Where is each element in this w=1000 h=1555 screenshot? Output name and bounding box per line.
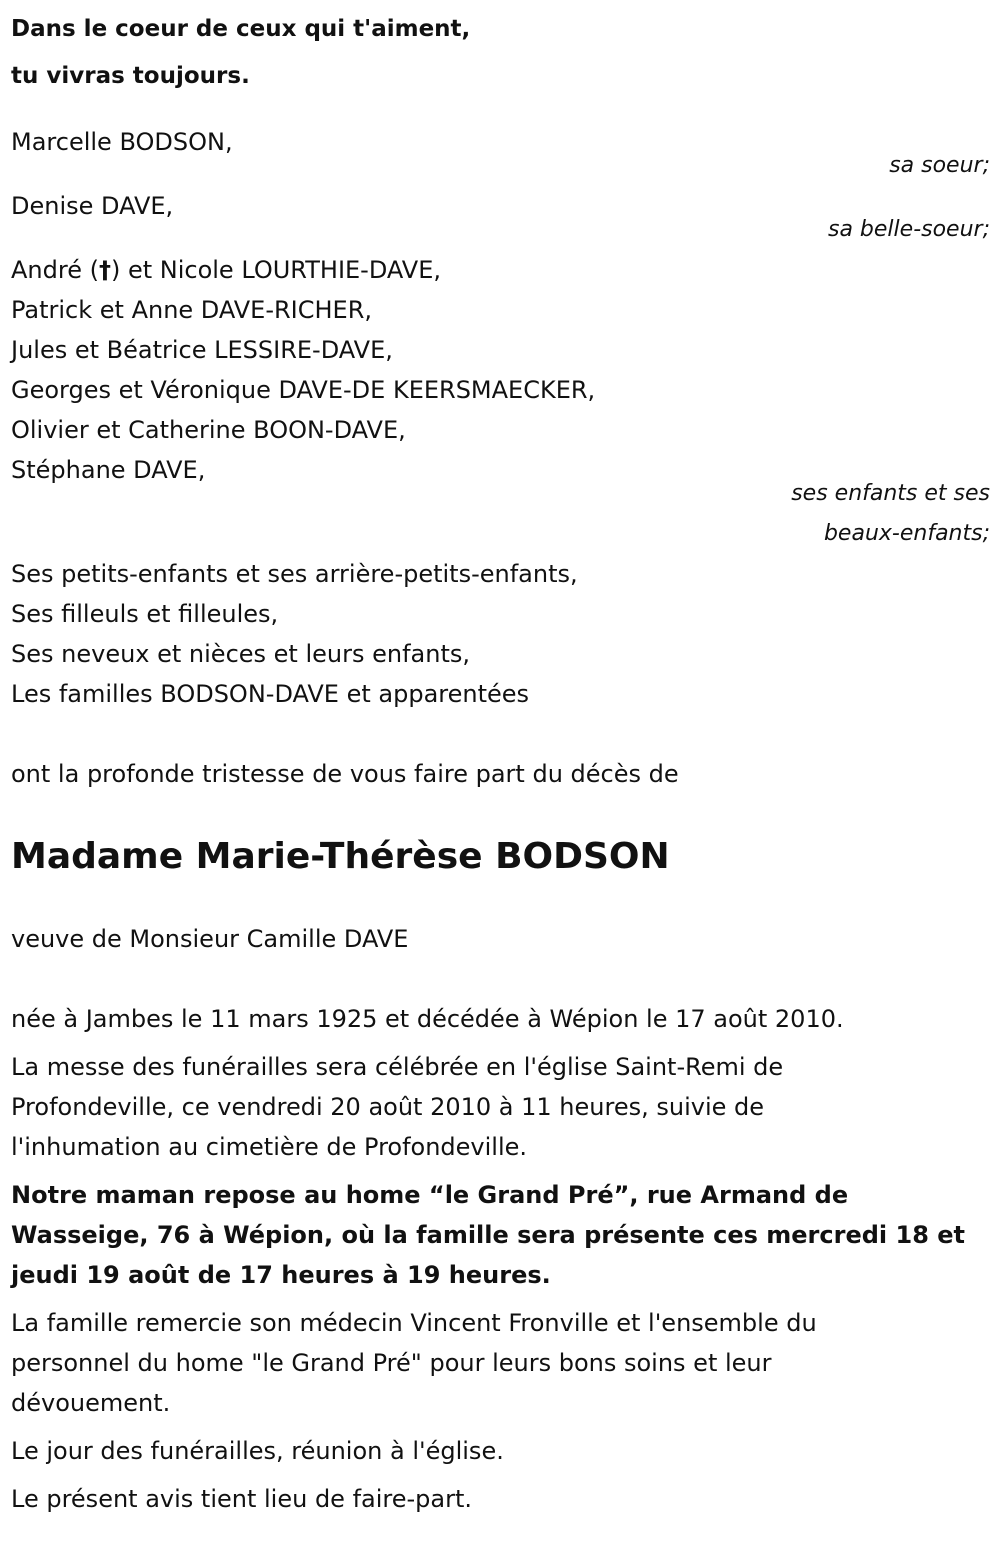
family-name: Stéphane DAVE, [11, 456, 206, 484]
family-name: Olivier et Catherine BOON-DAVE, [11, 416, 406, 444]
relationship-label: ses enfants et ses [791, 481, 990, 506]
announcement-text: ont la profonde tristesse de vous faire part du décès de [11, 760, 679, 788]
family-name: Jules et Béatrice LESSIRE-DAVE, [11, 336, 393, 364]
family-group-sister [11, 122, 990, 186]
text-line: La messe des funérailles sera célébrée en l'église Saint-Remi de [11, 1053, 784, 1081]
text-line: Profondeville, ce vendredi 20 août 2010 à 11 heures, suivie de [11, 1093, 765, 1121]
family-name: Les familles BODSON-DAVE et apparentées [11, 680, 530, 708]
text-line: Le présent avis tient lieu de faire-part. [11, 1485, 473, 1513]
text-line: dévouement. [11, 1389, 171, 1417]
epigraph-line: Dans le coeur de ceux qui t'aiment, [11, 16, 471, 42]
relationship-label: sa soeur; [889, 153, 990, 178]
spacer [11, 959, 990, 999]
thanks-text [11, 1303, 990, 1423]
deceased-name: Madame Marie-Thérèse BODSON [11, 836, 670, 877]
notice-text [11, 1479, 990, 1519]
family-group-extended [11, 554, 990, 714]
family-group-children [11, 250, 990, 554]
family-name: Ses filleuls et filleules, [11, 600, 279, 628]
visitation-text [11, 1175, 990, 1295]
family-name-part: André ( [11, 256, 99, 284]
gathering-text [11, 1431, 990, 1471]
epigraph [11, 6, 990, 100]
family-group-sister-in-law [11, 186, 990, 250]
relationship-label: beaux-enfants; [823, 521, 990, 546]
text-line: jeudi 19 août de 17 heures à 19 heures. [11, 1261, 551, 1289]
text-line: l'inhumation au cimetière de Profondeville. [11, 1133, 528, 1161]
spacer [11, 794, 990, 832]
family-name: Marcelle BODSON, [11, 128, 233, 156]
spacer [11, 100, 990, 122]
funeral-mass-text [11, 1047, 990, 1167]
birth-death-text [11, 999, 990, 1039]
family-name [11, 250, 990, 290]
text-line: Notre maman repose au home “le Grand Pré”, rue Armand de [11, 1181, 849, 1209]
family-name: Georges et Véronique DAVE-DE KEERSMAECKER, [11, 376, 596, 404]
cross-icon: † [98, 256, 111, 284]
family-name: Ses neveux et nièces et leurs enfants, [11, 640, 470, 668]
text-line: Wasseige, 76 à Wépion, où la famille sera présente ces mercredi 18 et [11, 1221, 965, 1249]
family-name: Ses petits-enfants et ses arrière-petits-enfants, [11, 560, 578, 588]
spacer [11, 882, 990, 919]
text-line: personnel du home "le Grand Pré" pour leurs bons soins et leur [11, 1349, 772, 1377]
family-name-part: ) et Nicole LOURTHIE-DAVE, [110, 256, 441, 284]
relationship-label: sa belle-soeur; [828, 217, 990, 242]
widow-of-text: veuve de Monsieur Camille DAVE [11, 925, 409, 953]
text-line: née à Jambes le 11 mars 1925 et décédée à Wépion le 17 août 2010. [11, 1005, 844, 1033]
epigraph-line: tu vivras toujours. [11, 63, 250, 89]
obituary-notice [11, 6, 990, 1527]
text-line: La famille remercie son médecin Vincent Fronville et l'ensemble du [11, 1309, 817, 1337]
family-name: Denise DAVE, [11, 192, 174, 220]
text-line: Le jour des funérailles, réunion à l'église. [11, 1437, 504, 1465]
family-name: Patrick et Anne DAVE-RICHER, [11, 296, 373, 324]
spacer [11, 714, 990, 754]
